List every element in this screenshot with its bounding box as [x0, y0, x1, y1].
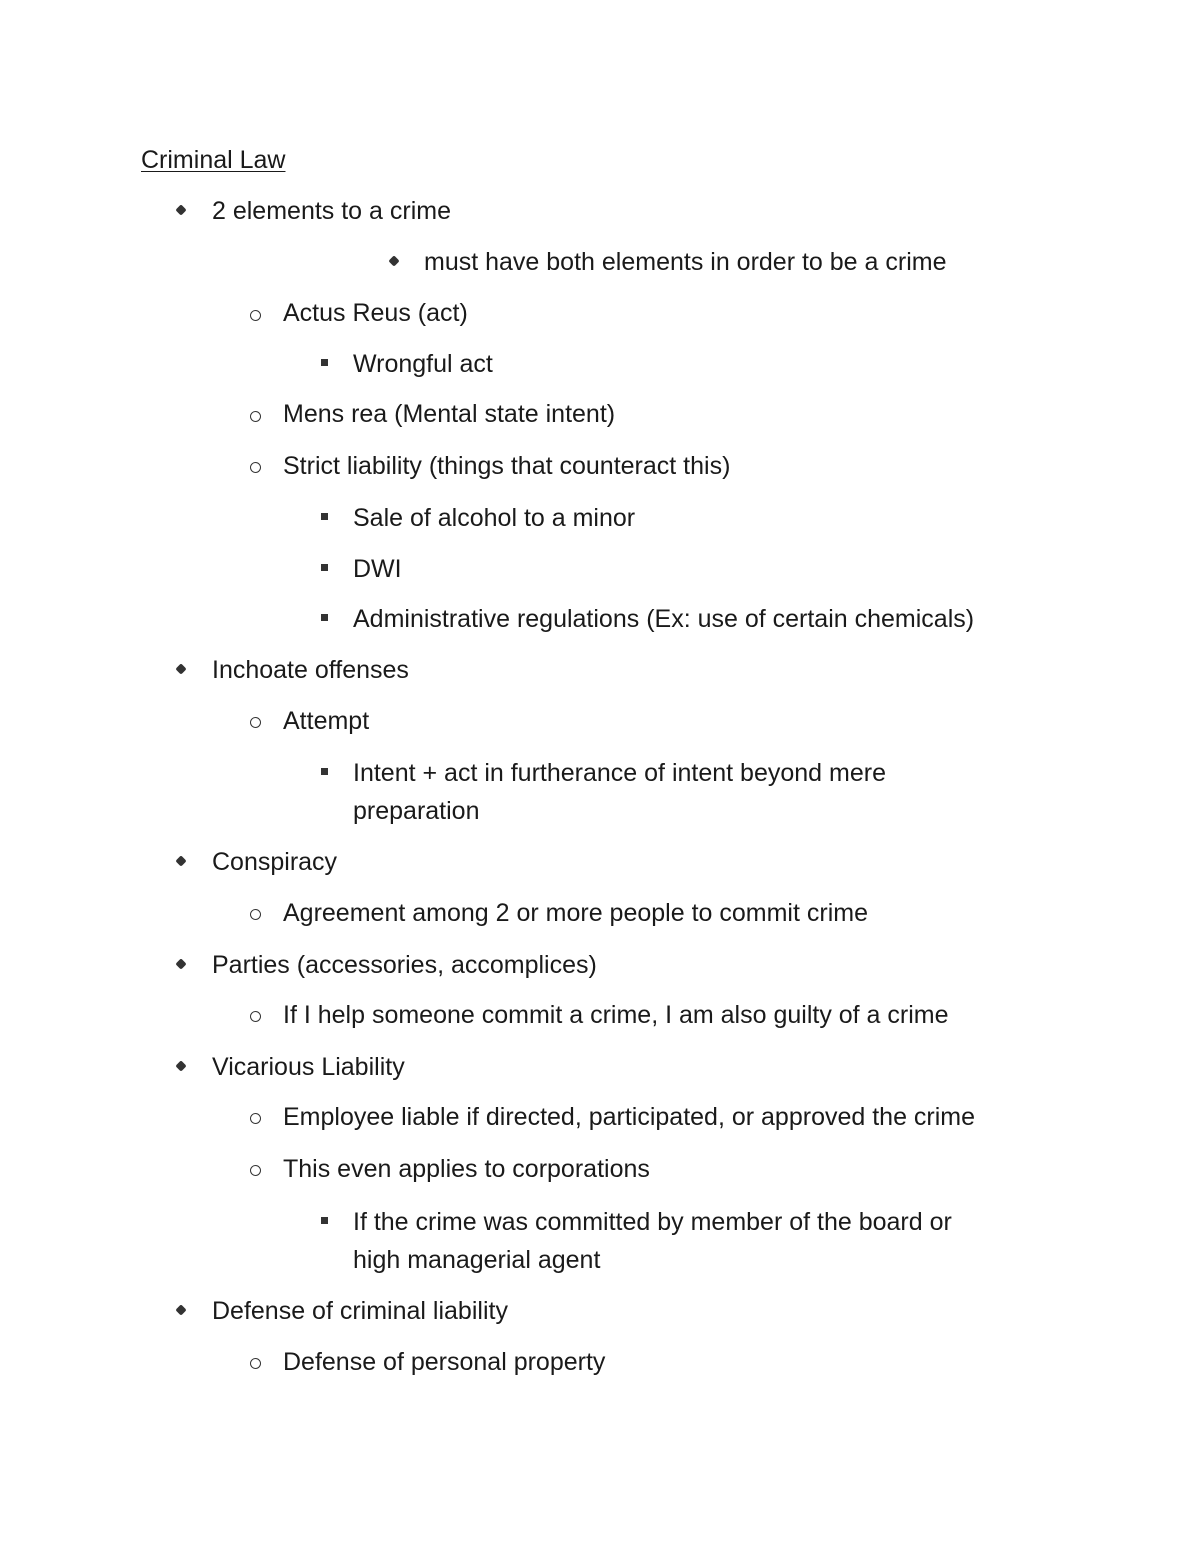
list-item-text: Conspiracy — [212, 848, 338, 876]
list-item-text: Employee liable if directed, participated, or approved the crime — [283, 1103, 976, 1131]
bullet-dot-icon — [175, 1060, 186, 1071]
bullet-circle-icon — [250, 717, 261, 728]
list-item-text-continuation: preparation — [353, 797, 480, 825]
bullet-circle-icon — [250, 462, 261, 473]
bullet-dot-icon — [175, 1304, 186, 1315]
list-item-text: Attempt — [283, 707, 370, 735]
list-item-text: Parties (accessories, accomplices) — [212, 951, 597, 979]
document-title: Criminal Law — [141, 146, 286, 174]
bullet-dot-icon — [388, 255, 399, 266]
list-item-text: Actus Reus (act) — [283, 299, 468, 327]
bullet-dot-icon — [175, 204, 186, 215]
bullet-dot-icon — [175, 958, 186, 969]
bullet-circle-icon — [250, 310, 261, 321]
list-item-text: Strict liability (things that counteract this) — [283, 452, 731, 480]
list-item-text: If I help someone commit a crime, I am also guilty of a crime — [283, 1001, 949, 1029]
bullet-dot-icon — [175, 855, 186, 866]
bullet-square-icon — [321, 768, 328, 775]
bullet-circle-icon — [250, 1358, 261, 1369]
list-item-text: Defense of criminal liability — [212, 1297, 508, 1325]
list-item-text: Vicarious Liability — [212, 1053, 405, 1081]
list-item-text: Mens rea (Mental state intent) — [283, 400, 616, 428]
bullet-square-icon — [321, 614, 328, 621]
list-item-text: Inchoate offenses — [212, 656, 409, 684]
list-item-text: Sale of alcohol to a minor — [353, 504, 636, 532]
bullet-dot-icon — [175, 663, 186, 674]
list-item-text-continuation: high managerial agent — [353, 1246, 601, 1274]
list-item-text: This even applies to corporations — [283, 1155, 650, 1183]
list-item-text: Wrongful act — [353, 350, 493, 378]
bullet-square-icon — [321, 1217, 328, 1224]
bullet-circle-icon — [250, 1113, 261, 1124]
list-item-text: must have both elements in order to be a crime — [424, 248, 947, 276]
list-item-text: DWI — [353, 555, 402, 583]
bullet-square-icon — [321, 564, 328, 571]
bullet-circle-icon — [250, 909, 261, 920]
bullet-circle-icon — [250, 411, 261, 422]
list-item-text: If the crime was committed by member of the board or — [353, 1208, 952, 1236]
bullet-circle-icon — [250, 1011, 261, 1022]
list-item-text: 2 elements to a crime — [212, 197, 451, 225]
list-item-text: Administrative regulations (Ex: use of certain chemicals) — [353, 605, 975, 633]
list-item-text: Defense of personal property — [283, 1348, 606, 1376]
bullet-square-icon — [321, 513, 328, 520]
list-item-text: Intent + act in furtherance of intent beyond mere — [353, 759, 886, 787]
bullet-square-icon — [321, 359, 328, 366]
list-item-text: Agreement among 2 or more people to commit crime — [283, 899, 868, 927]
bullet-circle-icon — [250, 1165, 261, 1176]
